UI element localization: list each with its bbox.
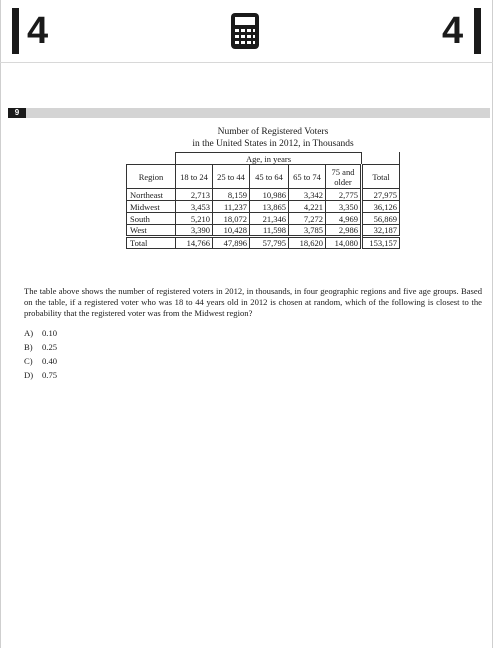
choice-value: 0.75 — [42, 370, 58, 380]
section-right-bar — [474, 8, 481, 54]
table-cell: 32,187 — [362, 225, 400, 237]
table-cell: 47,896 — [213, 237, 250, 249]
col-header-45-64: 45 to 64 — [250, 165, 289, 189]
table-cell: 153,157 — [362, 237, 400, 249]
calculator-icon — [230, 12, 260, 50]
table-cell: 56,869 — [362, 213, 400, 225]
table-cell: 11,598 — [250, 225, 289, 237]
table-cell: 2,713 — [176, 189, 213, 201]
table-cell: 21,346 — [250, 213, 289, 225]
table-total-row — [127, 237, 400, 249]
age-header: Age, in years — [176, 153, 362, 165]
table-cell: 36,126 — [362, 201, 400, 213]
table-cell: Northeast — [127, 189, 176, 201]
choice-b[interactable] — [24, 340, 57, 354]
table-cell: 18,620 — [289, 237, 326, 249]
col-header-75-older — [326, 165, 362, 189]
table-cell: 5,210 — [176, 213, 213, 225]
table-cell: 7,272 — [289, 213, 326, 225]
table-cell: Midwest — [127, 201, 176, 213]
table-title-line2: in the United States in 2012, in Thousands — [192, 139, 354, 149]
table-cell: 14,766 — [176, 237, 213, 249]
section-left-bar — [12, 8, 19, 54]
col-header-25-44: 25 to 44 — [213, 165, 250, 189]
answer-choices — [24, 326, 57, 382]
choice-value: 0.40 — [42, 356, 58, 366]
col-header-75-line2: older — [334, 176, 352, 187]
choice-label: A) — [24, 328, 34, 338]
table-cell: 2,775 — [326, 189, 362, 201]
table-cell: 3,453 — [176, 201, 213, 213]
choice-label: C) — [24, 356, 33, 366]
table-corner-right — [362, 153, 400, 165]
table-row — [127, 189, 400, 201]
voters-table — [126, 152, 400, 249]
table-cell: 10,986 — [250, 189, 289, 201]
choice-value: 0.25 — [42, 342, 58, 352]
table-row — [127, 213, 400, 225]
table-cell: 2,986 — [326, 225, 362, 237]
choice-label: D) — [24, 370, 34, 380]
table-cell: 10,428 — [213, 225, 250, 237]
table-cell: 3,350 — [326, 201, 362, 213]
choice-c[interactable] — [24, 354, 57, 368]
header-rule — [0, 62, 493, 63]
table-row — [127, 225, 400, 237]
choice-a[interactable] — [24, 326, 57, 340]
table-cell: 14,080 — [326, 237, 362, 249]
col-header-region: Region — [127, 165, 176, 189]
col-header-65-74: 65 to 74 — [289, 165, 326, 189]
table-title — [140, 126, 406, 150]
section-number-left: 4 — [27, 10, 49, 52]
question-text: The table above shows the number of registered voters in 2012, in thousands, in four geographic regions and five age groups. Based on the table, if a registered voter who was 18 to 44 years old in 2012 is chosen at random, which of the following is closest to the probability that the registered voter was from the Midwest region? — [24, 286, 482, 318]
col-header-75-line1: 75 and — [331, 166, 355, 177]
question-number: 9 — [8, 108, 26, 118]
table-cell: Total — [127, 237, 176, 249]
table-corner — [127, 153, 176, 165]
table-cell: 8,159 — [213, 189, 250, 201]
table-cell: 4,969 — [326, 213, 362, 225]
table-cell: 13,865 — [250, 201, 289, 213]
table-cell: 3,390 — [176, 225, 213, 237]
table-cell: South — [127, 213, 176, 225]
table-cell: 4,221 — [289, 201, 326, 213]
page-border-left — [0, 0, 1, 648]
table-cell: 3,342 — [289, 189, 326, 201]
table-cell: 18,072 — [213, 213, 250, 225]
choice-value: 0.10 — [42, 328, 58, 338]
choice-d[interactable] — [24, 368, 57, 382]
table-cell: West — [127, 225, 176, 237]
col-header-total: Total — [362, 165, 400, 189]
table-cell: 57,795 — [250, 237, 289, 249]
table-cell: 3,785 — [289, 225, 326, 237]
choice-label: B) — [24, 342, 33, 352]
question-bar — [8, 108, 490, 118]
table-cell: 11,237 — [213, 201, 250, 213]
section-header — [0, 0, 493, 62]
table-row — [127, 201, 400, 213]
table-cell: 27,975 — [362, 189, 400, 201]
section-number-right: 4 — [442, 10, 464, 52]
table-title-line1: Number of Registered Voters — [217, 127, 329, 137]
col-header-18-24: 18 to 24 — [176, 165, 213, 189]
